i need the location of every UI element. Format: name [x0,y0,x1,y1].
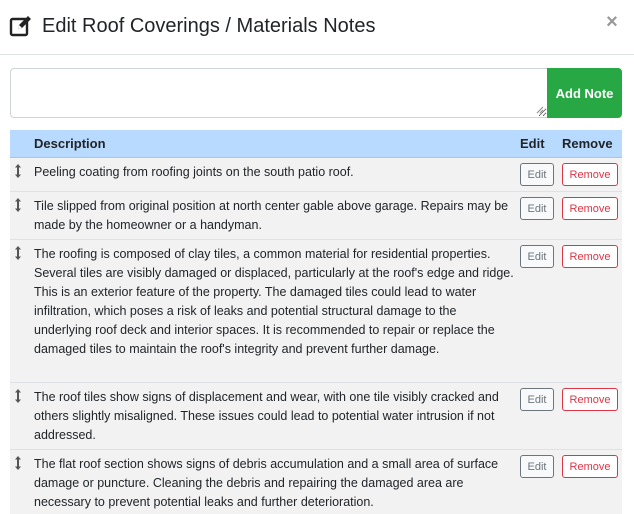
modal-header [0,0,634,55]
drag-handle-icon[interactable] [12,455,24,471]
remove-button[interactable]: Remove [562,388,618,411]
table-row [10,158,622,192]
remove-button[interactable]: Remove [562,163,618,186]
drag-handle-icon[interactable] [12,245,24,261]
edit-button[interactable]: Edit [520,197,554,220]
drag-handle-icon[interactable] [12,197,24,213]
row-description: The roofing is composed of clay tiles, a common material for residential properties. Several tiles are visibly damaged or displaced, particularly at the roof's edge and ridge. This is an exterior feature of the property. The damaged tiles could lead to water infiltration, which poses a risk of leaks and potential structural damage to the underlying roof deck and interior spaces. It is recommended to repair or replace the damaged tiles to maintain the roof's integrity and prevent further damage. [34,247,514,356]
remove-button[interactable]: Remove [562,455,618,478]
header-remove: Remove [562,136,613,151]
note-input[interactable] [10,68,547,118]
modal-title: Edit Roof Coverings / Materials Notes [42,15,376,37]
table-row [10,192,622,240]
edit-button[interactable]: Edit [520,163,554,186]
row-description: Tile slipped from original position at north center gable above garage. Repairs may be made by the homeowner or a handyman. [34,199,509,232]
header-edit: Edit [520,136,545,151]
header-description: Description [34,136,106,151]
remove-button[interactable]: Remove [562,245,618,268]
table-row [10,383,622,450]
close-icon[interactable]: × [606,11,618,33]
remove-button[interactable]: Remove [562,197,618,220]
row-description: Peeling coating from roofing joints on the south patio roof. [34,165,354,179]
add-note-button[interactable]: Add Note [547,68,622,118]
table-row [10,450,622,514]
notes-table [10,130,622,514]
drag-handle-icon[interactable] [12,388,24,404]
row-description: The flat roof section shows signs of debris accumulation and a small area of surface damage or puncture. Cleaning the debris and repairing the damaged area are necessary to prevent potential leaks and further deterioration. [34,457,499,509]
row-description: The roof tiles show signs of displacement and wear, with one tile visibly cracked and others slightly misaligned. These issues could lead to potential water intrusion if not addressed. [34,390,499,442]
edit-button[interactable]: Edit [520,388,554,411]
edit-button[interactable]: Edit [520,455,554,478]
drag-handle-icon[interactable] [12,163,24,179]
table-header [10,130,622,158]
edit-icon [9,14,33,38]
resize-grip-icon[interactable] [536,106,544,114]
edit-button[interactable]: Edit [520,245,554,268]
table-row [10,240,622,383]
